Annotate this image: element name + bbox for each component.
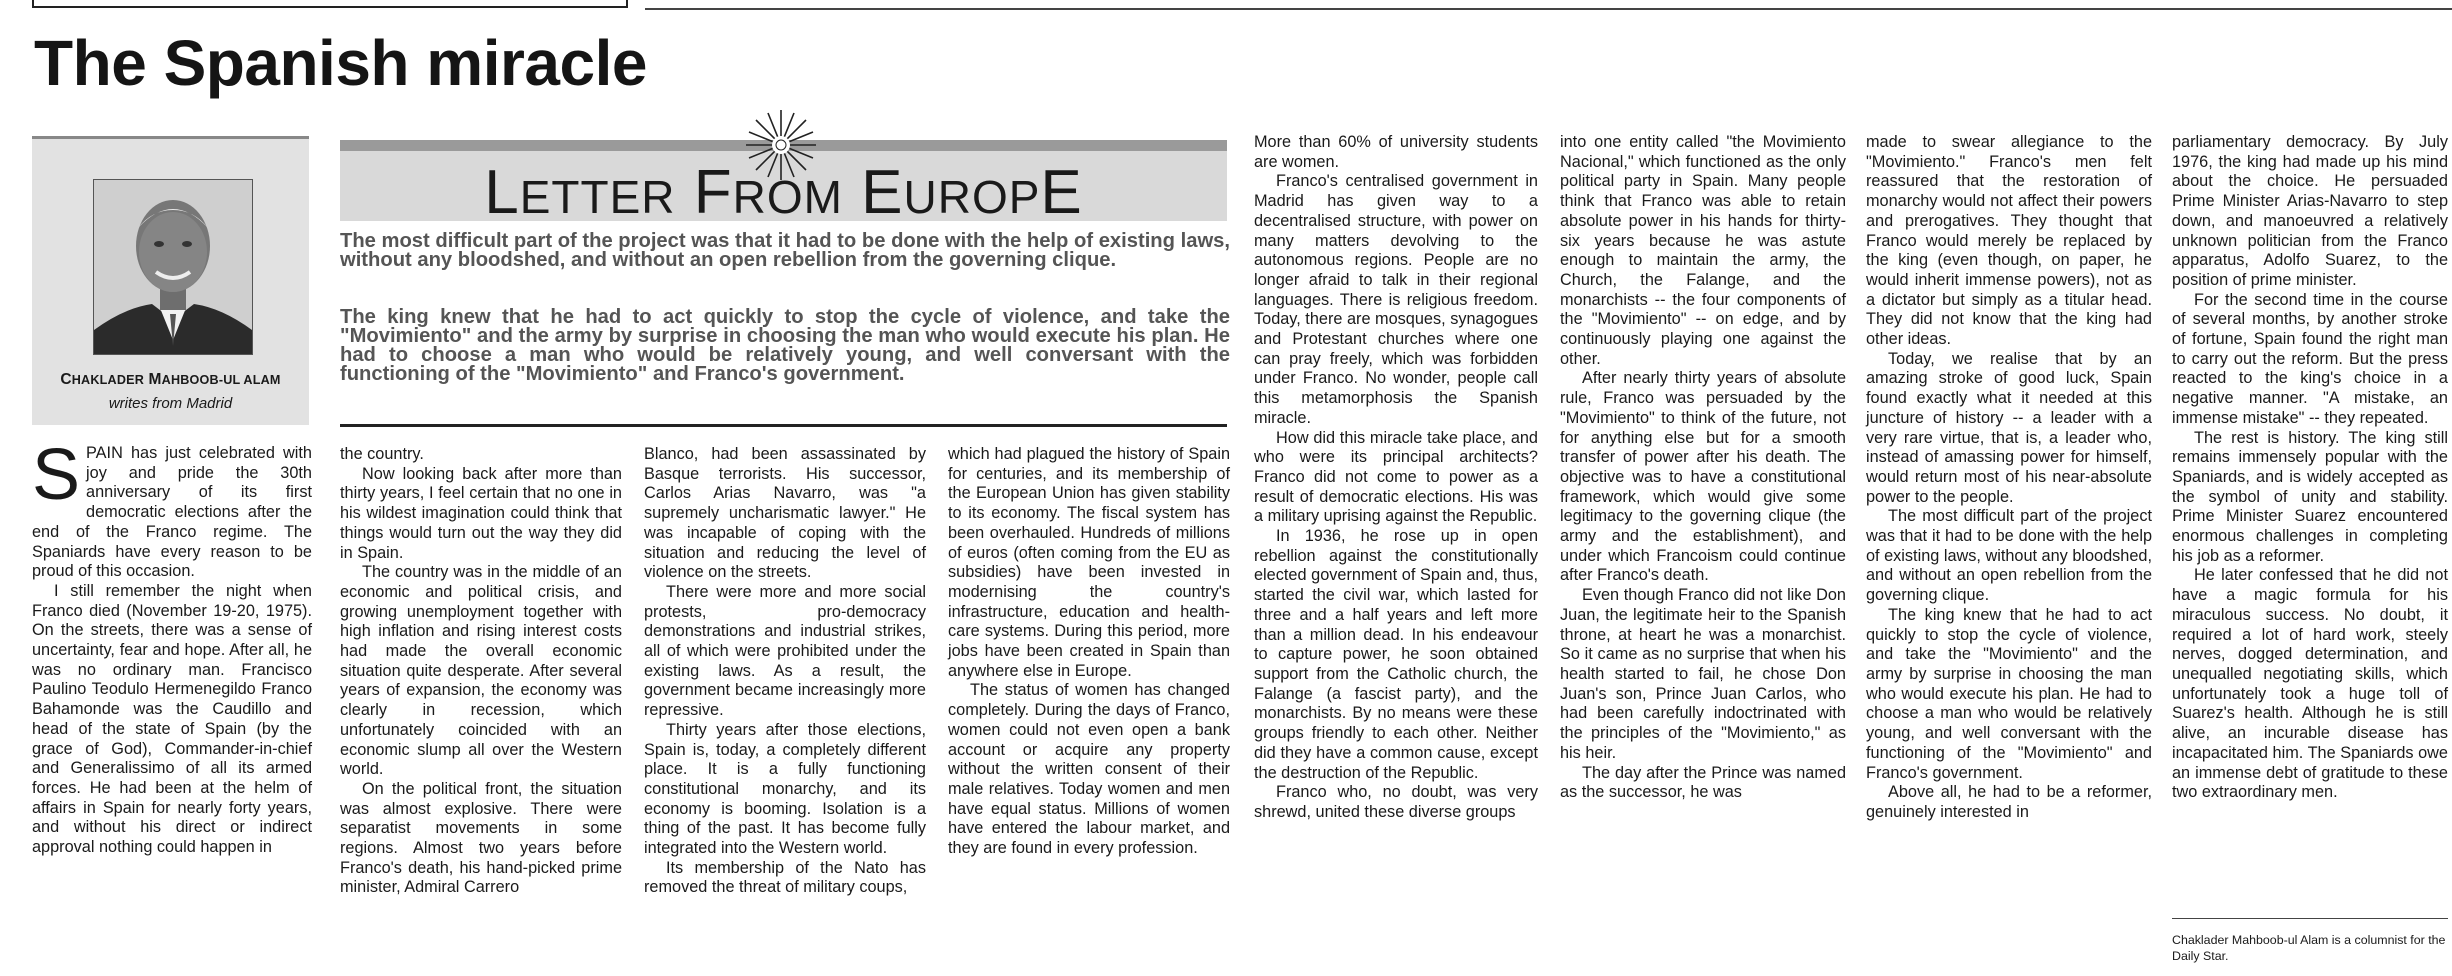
author-portrait-icon	[94, 180, 252, 354]
paragraph: There were more and more social protests, pro-democracy demonstrations and industrial strikes, all of which were prohibited under the existing laws. As a result, the government became increasingly more repressive.	[644, 582, 926, 720]
paragraph: Even though Franco did not like Don Juan, the legitimate heir to the Spanish throne, at heart he was a monarchist. So it came as no surprise that when his health started to fail, he chose Don Juan's son, Prince Juan Carlos, who had been carefully indoctrinated with the principles of the "Movimiento," as his heir.	[1560, 586, 1846, 762]
paragraph: The country was in the middle of an economic and political crisis, and growing unemployment together with high inflation and rising interest costs had made the overall economic situation quite desperate. After several years of expansion, the economy was clearly in recession, which unfortunately coincided with an economic slump all over the Western world.	[340, 563, 622, 779]
paragraph: Franco who, no doubt, was very shrewd, united these diverse groups	[1254, 783, 1538, 821]
star-burst-icon	[744, 108, 818, 182]
pull-quote-1: The most difficult part of the project was that it had to be done with the help of existing laws, without any bloodshed, and without an open rebellion from the governing clique.	[340, 230, 1230, 271]
body-column-6	[1560, 133, 1846, 803]
paragraph: made to swear allegiance to the "Movimiento." Franco's men felt reassured that the restoration of monarchy would not affect their powers and prerogatives. They thought that Franco would merely be replaced by the king (even though, on paper, he would inherit immense powers), not as a dictator but simply as a titular head. They did not know that the king had other ideas.	[1866, 133, 2152, 349]
body-column-1	[32, 435, 312, 858]
paragraph: On the political front, the situation was almost explosive. There were separatist movements in some regions. Almost two years before Franco's death, his hand-picked prime minister, Admiral Carrero	[340, 779, 622, 897]
author-dateline: writes from Madrid	[108, 395, 233, 412]
paragraph: parliamentary democracy. By July 1976, the king had made up his mind about the choice. He persuaded Prime Minister Arias-Navarro to step down, and manoeuvred a relatively unknown politician from the Franco apparatus, Adolfo Suarez, to the position of prime minister.	[2172, 133, 2448, 289]
paragraph: Today, we realise that by an amazing stroke of good luck, Spain found exactly what it needed at this juncture of history -- a leader with a very rare virtue, that is, a leader who, instead of amassing power for himself, would return most of his near-absolute power to the people.	[1866, 349, 2152, 506]
paragraph: More than 60% of university students are women.	[1254, 133, 1538, 171]
paragraph: Blanco, had been assassinated by Basque terrorists. His successor, Carlos Arias Navarro, was "a supremely uncharismatic lawyer." He was incapable of coping with the situation and reducing the level of violence on the streets.	[644, 445, 926, 582]
author-box	[32, 136, 309, 425]
header-frame	[32, 0, 628, 8]
body-column-4	[948, 445, 1230, 859]
paragraph: Above all, he had to be a reformer, genuinely interested in	[1866, 783, 2152, 821]
paragraph: The day after the Prince was named as the successor, he was	[1560, 763, 1846, 802]
footnote-rule	[2172, 918, 2448, 919]
paragraph: In 1936, he rose up in open rebellion against the constitutionally elected government of Spain and, thus, started the civil war, which lasted for three and a half years and left more than a million dead. In his endeavour to capture power, he soon obtained support from the Catholic church, the Falange (a fascist party), and the monarchists. By no means were these groups friendly to each other. Neither did they have a common cause, except the destruction of the Republic.	[1254, 527, 1538, 782]
pull-quote-rule	[340, 424, 1227, 427]
paragraph: The king knew that he had to act quickly to stop the cycle of violence, and take the "Movimiento" and the army by surprise in choosing the man who would execute his plan. He had to choose a man who would be relatively young, and well conversant with the functioning of the "Movimiento" and Franco's government.	[1866, 605, 2152, 782]
body-column-2	[340, 445, 622, 898]
paragraph: into one entity called "the Movimiento Nacional," which functioned as the only political party in Spain. Many people think that Franco was able to retain absolute power in his hands for thirty- six years because he was astute enough to maintain the army, the Church, the Falange, and the monarchists -- the four components of the "Movimiento" -- on edge, and by continuously playing one against the other.	[1560, 133, 1846, 368]
paragraph: I still remember the night when Franco died (November 19-20, 1975). On the streets, there was a sense of uncertainty, fear and hope. After all, he was no ordinary man. Francisco Paulino Teodulo Hermenegildo Franco Bahamonde was the Caudillo and head of the state of Spain (by the grace of God), Commander-in-chief and Generalissimo of all its armed forces. He had been at the helm of affairs in Spain for nearly forty years, and without his direct or indirect approval nothing could happen in	[32, 581, 312, 857]
paragraph: How did this miracle take place, and who were its principal architects? Franco did not come to power as a result of democratic elections. His was a military uprising against the Republic.	[1254, 428, 1538, 526]
paragraph: Its membership of the Nato has removed the threat of military coups,	[644, 858, 926, 897]
body-column-8	[2172, 133, 2448, 803]
paragraph: He later confessed that he did not have a magic formula for his miraculous success. No doubt, it required a lot of hard work, steely nerves, dogged determination, and unequalled negotiating skills, which unfortunately took a huge toll of Suarez's health. Although he is still alive, an incurable disease has incapacitated him. The Spaniards owe an immense debt of gratitude to these two extraordinary men.	[2172, 566, 2448, 802]
pull-quote-2: The king knew that he had to act quickly to stop the cycle of violence, and take the "Movimiento" and the army by surprise in choosing the man who would execute his plan. He had to choose a man who would be relatively young, and well conversant with the functioning of the "Movimiento" and Franco's government.	[340, 306, 1230, 385]
author-footnote: Chaklader Mahboob-ul Alam is a columnist for the Daily Star.	[2172, 933, 2446, 963]
body-column-7	[1866, 133, 2152, 823]
drop-cap: S	[32, 435, 81, 515]
body-column-3	[644, 445, 926, 898]
header-rule	[645, 8, 2452, 10]
paragraph: The most difficult part of the project was that it had to be done with the help of existing laws, without any bloodshed, and without an open rebellion from the governing clique.	[1866, 507, 2152, 605]
article-title: The Spanish miracle	[34, 27, 647, 99]
paragraph: the country.	[340, 445, 424, 463]
paragraph: After nearly thirty years of absolute rule, Franco was persuaded by the "Movimiento" to think of the future, not for anything else but for a smooth transfer of power after his death. The objective was to have a constitutional framework, which would give some legitimacy to the governing clique (the army and the establishment), and under which Francoism could continue after Franco's death.	[1560, 369, 1846, 585]
paragraph: For the second time in the course of several months, by another stroke of fortune, Spain found the right man to carry out the reform. But the press reacted to the king's choice in a negative manner. "A mistake, an immense mistake" -- they repeated.	[2172, 290, 2448, 427]
paragraph: Thirty years after those elections, Spain is, today, a completely different place. It is a fully functioning constitutional monarchy, and its economy is booming. Isolation is a thing of the past. It has become fully integrated into the Western world.	[644, 720, 926, 858]
banner-title: LETTER FROM EUROPE	[484, 158, 1083, 227]
paragraph: which had plagued the history of Spain for centuries, and its membership of the European Union has given stability to its economy. The fiscal system has been overhauled. Hundreds of millions of euros (often coming from the EU as subsidies) have been invested in modernising the country's infrastructure, education and health-care systems. During this period, more jobs have been created in Spain than anywhere else in Europe.	[948, 445, 1230, 680]
paragraph: SPAIN has just celebrated with joy and pride the 30th anniversary of its first democratic elections after the end of the Franco regime. The Spaniards have every reason to be proud of this occasion.	[32, 435, 312, 581]
author-photo	[93, 179, 253, 355]
body-column-5	[1254, 133, 1538, 823]
paragraph: The status of women has changed completely. During the days of Franco, women could not even open a bank account or acquire any property without the written consent of their male relatives. Today women and men have equal status. Millions of women have entered the labour market, and they are found in every profession.	[948, 681, 1230, 858]
paragraph: Franco's centralised government in Madrid has given way to a decentralised structure, with power on many matters devolving to the autonomous regions. People are no longer afraid to talk in their regional languages. There is religious freedom. Today, there are mosques, synagogues and Protestant churches where one can pray freely, which was forbidden under Franco. No wonder, people call this metamorphosis the Spanish miracle.	[1254, 172, 1538, 427]
paragraph: Now looking back after more than thirty years, I feel certain that no one in his wildest imagination could think that things would turn out the way they did in Spain.	[340, 464, 622, 562]
paragraph: The rest is history. The king still remains immensely popular with the Spaniards, and is widely accepted as the symbol of unity and stability. Prime Minister Suarez encountered enormous challenges in completing his job as a reformer.	[2172, 428, 2448, 565]
author-name: CHAKLADER MAHBOOB-UL ALAM	[60, 371, 281, 388]
